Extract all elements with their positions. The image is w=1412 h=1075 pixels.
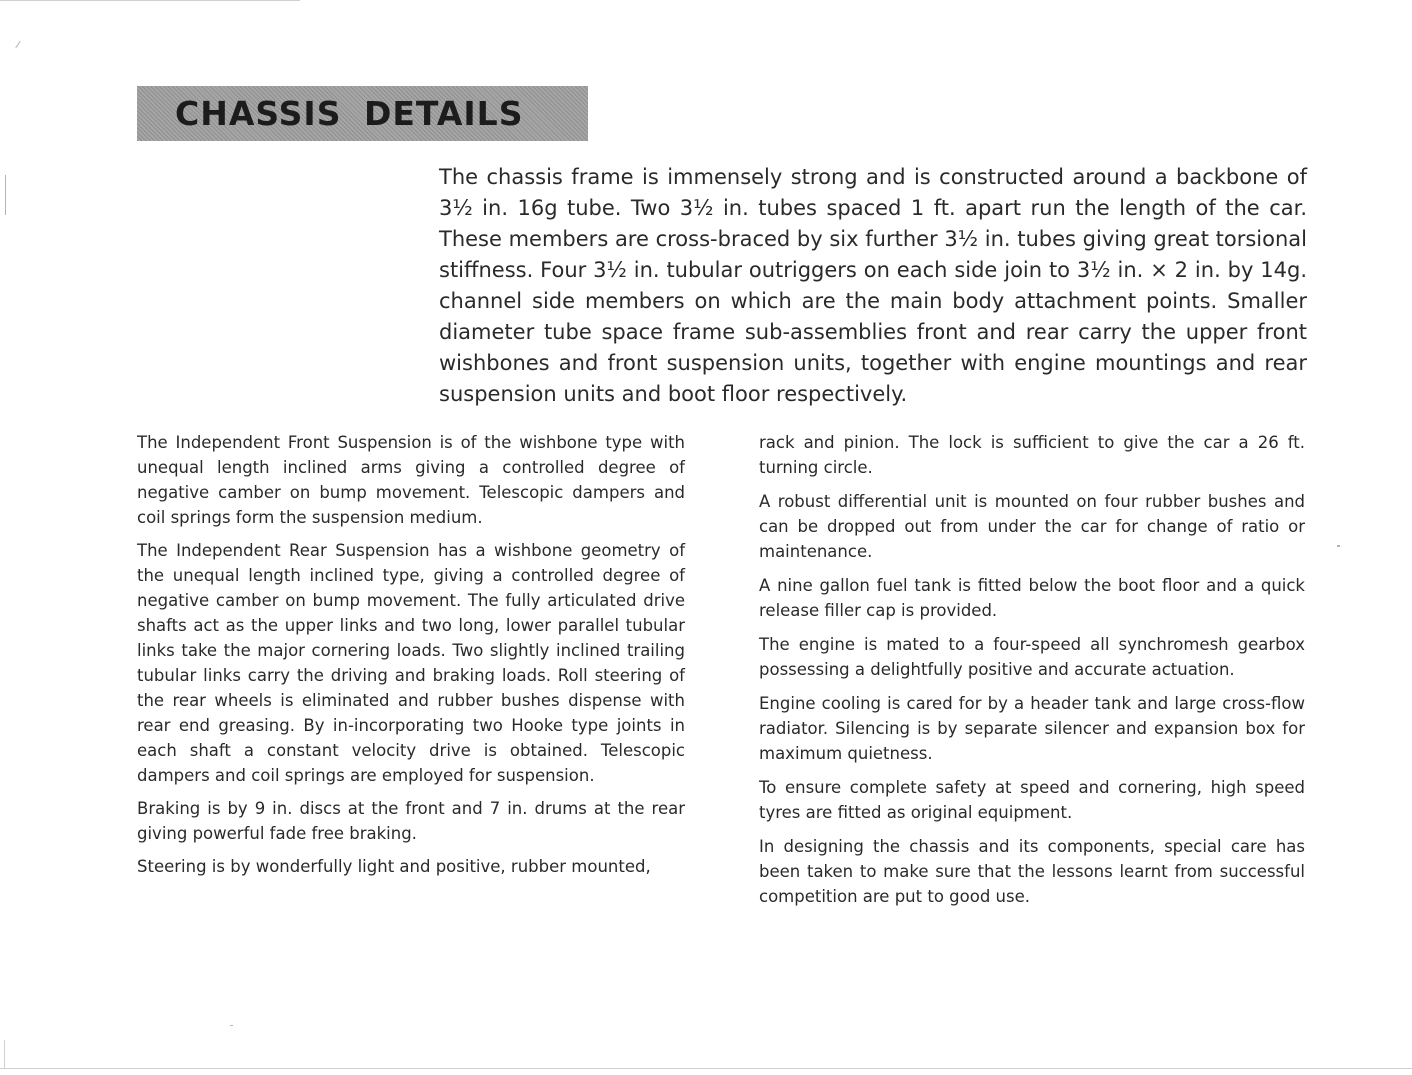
paragraph-cooling: Engine cooling is cared for by a header tank and large cross-flow radiator. Silencing is by separate silencer and expansion box for maximum quietness. <box>759 694 1305 763</box>
scan-speck <box>5 175 6 215</box>
scan-edge-bottom <box>0 1068 1412 1069</box>
scan-speck <box>1337 545 1340 547</box>
section-heading-banner <box>137 86 588 141</box>
paragraph-front-suspension: The Independent Front Suspension is of the wishbone type with unequal length inclined arms giving a controlled degree of negative camber on bump movement. Telescopic dampers and coil springs form the suspension medium. <box>137 433 685 527</box>
section-heading: CHASSIS DETAILS <box>175 94 524 133</box>
paragraph-rack-pinion: rack and pinion. The lock is sufficient to give the car a 26 ft. turning circle. <box>759 433 1305 477</box>
paragraph-fuel-tank: A nine gallon fuel tank is fitted below the boot floor and a quick release filler cap is provided. <box>759 576 1305 620</box>
paragraph-gearbox: The engine is mated to a four-speed all synchromesh gearbox possessing a delightfully positive and accurate actuation. <box>759 635 1305 679</box>
paragraph-competition: In designing the chassis and its components, special care has been taken to make sure that the lessons learnt from successful competition are put to good use. <box>759 837 1305 906</box>
paragraph-rear-suspension: The Independent Rear Suspension has a wishbone geometry of the unequal length inclined type, giving a controlled degree of negative camber on bump movement. The fully articulated drive shafts act as the upper links and two long, lower parallel tubular links take the major cornering loads. Two slightly inclined trailing tubular links carry the driving and braking loads. Roll steering of the rear wheels is eliminated and rubber bushes dispense with rear end greasing. By in-incorporating two Hooke type joints in each shaft a constant velocity drive is obtained. Telescopic dampers and coil springs are employed for suspension. <box>137 541 685 785</box>
right-column <box>759 430 1305 918</box>
intro-paragraph: The chassis frame is immensely strong and is constructed around a backbone of 3½ in. 16g tube. Two 3½ in. tubes spaced 1 ft. apart run the length of the car. These members are cross-braced by six further 3½ in. tubes giving great torsional stiffness. Four 3½ in. tubular outriggers on each side join to 3½ in. × 2 in. by 14g. channel side members on which are the main body attachment points. Smaller diameter tube space frame sub-assemblies front and rear carry the upper front wishbones and front suspension units, together with engine mountings and rear suspension units and boot floor respectively. <box>439 165 1307 406</box>
scan-speck <box>230 1025 233 1026</box>
paragraph-tyres: To ensure complete safety at speed and cornering, high speed tyres are fitted as original equipment. <box>759 778 1305 822</box>
paragraph-steering: Steering is by wonderfully light and positive, rubber mounted, <box>137 857 651 876</box>
left-column <box>137 430 685 887</box>
paragraph-braking: Braking is by 9 in. discs at the front and 7 in. drums at the rear giving powerful fade free braking. <box>137 799 685 843</box>
scan-speck <box>15 41 20 48</box>
scan-edge-left <box>4 1040 5 1068</box>
scan-edge-top <box>0 0 300 1</box>
paragraph-differential: A robust differential unit is mounted on four rubber bushes and can be dropped out from under the car for change of ratio or maintenance. <box>759 492 1305 561</box>
